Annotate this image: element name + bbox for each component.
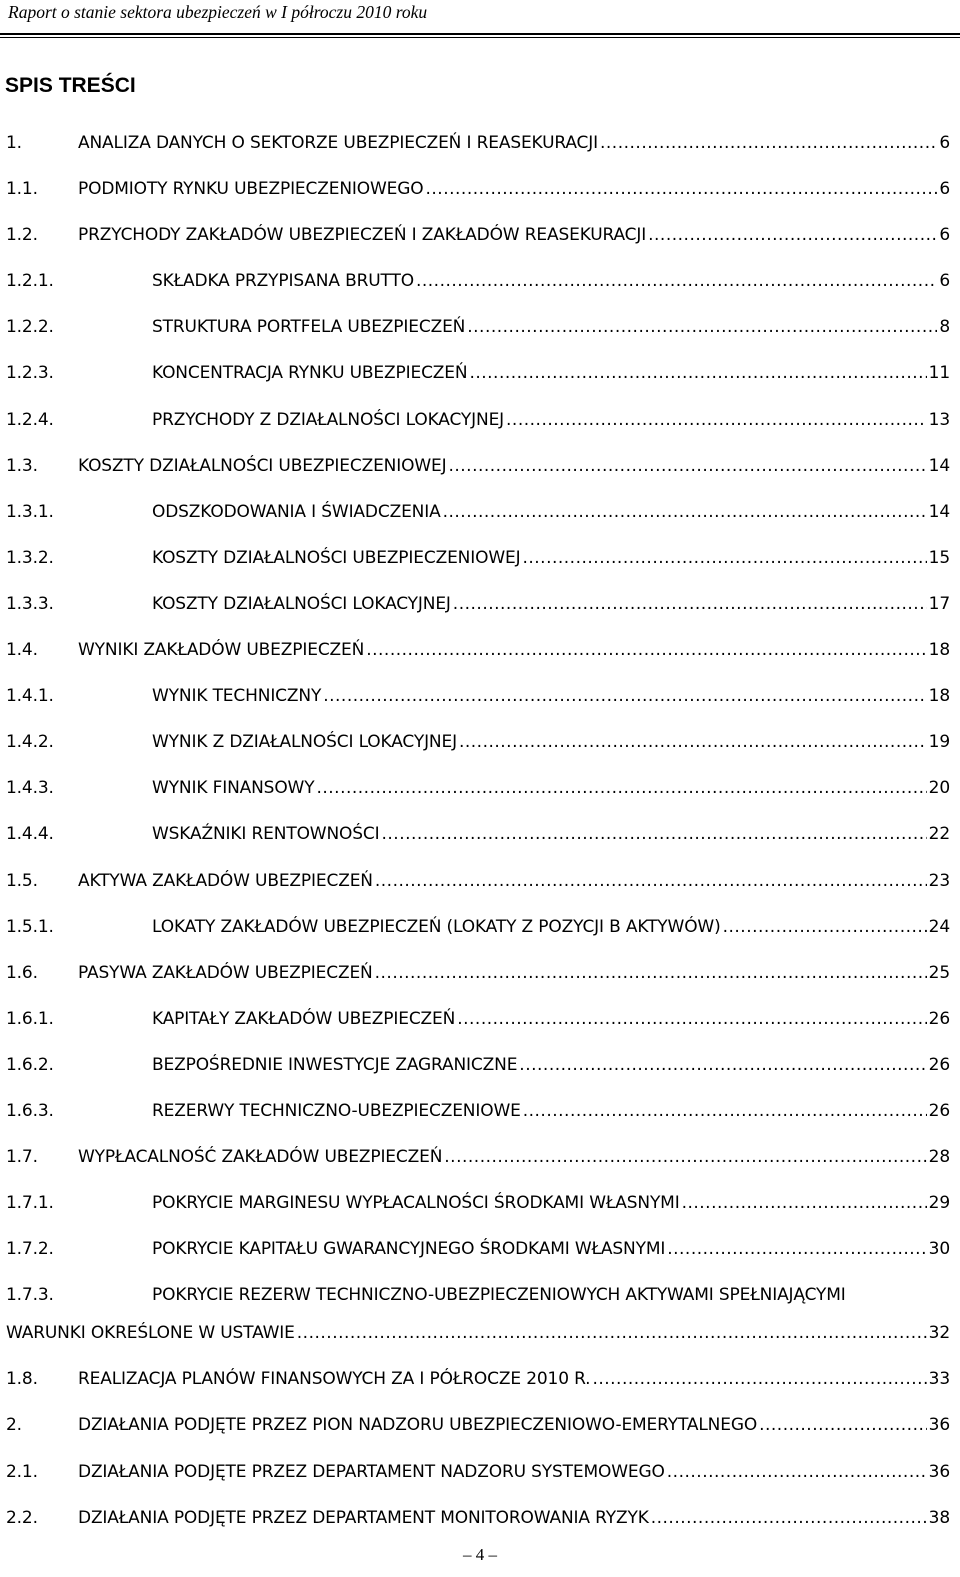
toc-page-number[interactable]: 38 bbox=[928, 1507, 950, 1528]
toc-dot-leader bbox=[297, 1310, 927, 1356]
toc-entry-number: 1.2. bbox=[6, 225, 38, 246]
header-rule-thick bbox=[0, 33, 960, 35]
toc-entry[interactable] bbox=[0, 1449, 960, 1495]
toc-entry[interactable] bbox=[0, 350, 960, 396]
toc-entry-text-wrap bbox=[78, 166, 950, 212]
toc-entry-text-wrap bbox=[78, 1356, 950, 1402]
toc-entry-title[interactable]: KOSZTY DZIAŁALNOŚCI UBEZPIECZENIOWEJ bbox=[152, 547, 521, 568]
toc-entry-row bbox=[0, 996, 950, 1042]
toc-dot-leader bbox=[651, 1495, 927, 1541]
toc-entry[interactable] bbox=[0, 535, 960, 581]
toc-dot-leader bbox=[467, 304, 937, 350]
toc-entry-title[interactable]: LOKATY ZAKŁADÓW UBEZPIECZEŃ (LOKATY Z POZYCJI B AKTYWÓW) bbox=[152, 916, 721, 937]
toc-entry-row bbox=[0, 1449, 950, 1495]
toc-entry-text-wrap bbox=[152, 996, 950, 1042]
toc-entry[interactable] bbox=[0, 1042, 960, 1088]
toc-entry-text-wrap bbox=[78, 858, 950, 904]
toc-entry[interactable] bbox=[0, 673, 960, 719]
toc-page-number[interactable]: 36 bbox=[928, 1461, 950, 1482]
report-title: Raport o stanie sektora ubezpieczeń w I półroczu 2010 roku bbox=[8, 2, 428, 22]
toc-page-number[interactable]: 18 bbox=[928, 640, 950, 661]
toc-entry[interactable] bbox=[0, 258, 960, 304]
toc-entry[interactable] bbox=[0, 811, 960, 857]
toc-entry-text-wrap bbox=[78, 627, 950, 673]
toc-page-number[interactable]: 11 bbox=[928, 363, 950, 384]
toc-entry-title[interactable]: AKTYWA ZAKŁADÓW UBEZPIECZEŃ bbox=[78, 870, 373, 891]
toc-entry-text-wrap bbox=[78, 443, 950, 489]
toc-entry-number: 1.4.1. bbox=[6, 686, 54, 707]
toc-dot-leader bbox=[648, 212, 937, 258]
toc-dot-leader bbox=[667, 1449, 927, 1495]
toc-entry-title[interactable]: SKŁADKA PRZYPISANA BRUTTO bbox=[152, 271, 414, 292]
toc-entry[interactable] bbox=[0, 1272, 960, 1356]
toc-page-number[interactable]: 6 bbox=[939, 271, 950, 292]
toc-entry-text-wrap bbox=[78, 1402, 950, 1448]
toc-page-number[interactable]: 14 bbox=[928, 455, 950, 476]
toc-entry-title[interactable]: WYNIK Z DZIAŁALNOŚCI LOKACYJNEJ bbox=[152, 732, 457, 753]
toc-entry-row bbox=[0, 673, 950, 719]
toc-entry-text-wrap bbox=[152, 1226, 950, 1272]
toc-page-number[interactable]: 14 bbox=[928, 501, 950, 522]
toc-entry-title[interactable]: PODMIOTY RYNKU UBEZPIECZENIOWEGO bbox=[78, 179, 424, 200]
toc-entry-number: 1.7.3. bbox=[6, 1285, 54, 1306]
toc-dot-leader bbox=[323, 673, 926, 719]
toc-entry-title[interactable]: PASYWA ZAKŁADÓW UBEZPIECZEŃ bbox=[78, 962, 373, 983]
toc-dot-leader bbox=[457, 996, 926, 1042]
toc-entry-number: 2.1. bbox=[6, 1461, 38, 1482]
toc-entry[interactable] bbox=[0, 950, 960, 996]
toc-entry-number: 1.6.3. bbox=[6, 1100, 54, 1121]
toc-entry[interactable] bbox=[0, 996, 960, 1042]
toc-entry-row bbox=[0, 120, 950, 166]
toc-page-number[interactable]: 26 bbox=[928, 1100, 950, 1121]
toc-entry-row bbox=[0, 1042, 950, 1088]
toc-dot-leader bbox=[444, 1134, 926, 1180]
toc-entry[interactable] bbox=[0, 120, 960, 166]
toc-dot-leader bbox=[459, 719, 927, 765]
toc-entry[interactable] bbox=[0, 166, 960, 212]
toc-entry[interactable] bbox=[0, 1356, 960, 1402]
toc-entry-row bbox=[0, 443, 950, 489]
toc-page-number[interactable]: 15 bbox=[928, 547, 950, 568]
toc-entry-title-continuation[interactable]: WARUNKI OKREŚLONE W USTAWIE bbox=[6, 1323, 295, 1344]
toc-page-number[interactable]: 25 bbox=[928, 962, 950, 983]
toc-page-number[interactable]: 33 bbox=[928, 1369, 950, 1390]
toc-page-number[interactable]: 23 bbox=[928, 870, 950, 891]
toc-entry-row bbox=[0, 627, 950, 673]
toc-entry-number: 1.2.4. bbox=[6, 409, 54, 430]
toc-entry-row bbox=[0, 304, 950, 350]
toc-entry-title[interactable]: STRUKTURA PORTFELA UBEZPIECZEŃ bbox=[152, 317, 466, 338]
toc-page-number[interactable]: 17 bbox=[928, 593, 950, 614]
toc-dot-leader bbox=[592, 1356, 926, 1402]
toc-entry-row bbox=[0, 535, 950, 581]
toc-page-number[interactable]: 26 bbox=[928, 1054, 950, 1075]
toc-entry-row bbox=[0, 811, 950, 857]
toc-entry-title[interactable]: DZIAŁANIA PODJĘTE PRZEZ DEPARTAMENT NADZORU SYSTEMOWEGO bbox=[78, 1461, 665, 1482]
toc-page-number[interactable]: 6 bbox=[939, 133, 950, 153]
toc-dot-leader bbox=[453, 581, 927, 627]
toc-entry[interactable] bbox=[0, 765, 960, 811]
toc-dot-leader bbox=[375, 858, 927, 904]
toc-entry-text-wrap bbox=[152, 1088, 950, 1134]
toc-entry[interactable] bbox=[0, 1134, 960, 1180]
toc-entry-text-wrap bbox=[152, 350, 950, 396]
toc-page-number[interactable]: 22 bbox=[928, 824, 950, 845]
toc-entry-text-wrap bbox=[78, 1449, 950, 1495]
toc-entry-number: 1.5.1. bbox=[6, 916, 54, 937]
toc-page-number[interactable]: 20 bbox=[928, 778, 950, 799]
toc-page-number[interactable]: 24 bbox=[928, 916, 950, 937]
toc-entry-title[interactable]: WYPŁACALNOŚĆ ZAKŁADÓW UBEZPIECZEŃ bbox=[78, 1147, 443, 1168]
toc-entry-title[interactable]: KAPITAŁY ZAKŁADÓW UBEZPIECZEŃ bbox=[152, 1008, 456, 1029]
toc-entry-text-wrap bbox=[152, 765, 950, 811]
toc-entry-text-wrap bbox=[78, 950, 950, 996]
toc-page-number[interactable]: 28 bbox=[928, 1147, 950, 1168]
toc-entry-number: 1.2.2. bbox=[6, 317, 54, 338]
toc-entry-title[interactable]: DZIAŁANIA PODJĘTE PRZEZ PION NADZORU UBEZPIECZENIOWO-EMERYTALNEGO bbox=[78, 1415, 758, 1436]
toc-entry-title[interactable]: WYNIK TECHNICZNY bbox=[152, 686, 322, 707]
toc-entry-number: 1.4.3. bbox=[6, 778, 54, 799]
toc-entry-number: 1.3.3. bbox=[6, 593, 54, 614]
toc-entry-text-wrap bbox=[152, 719, 950, 765]
toc-entry-text-wrap bbox=[152, 904, 950, 950]
toc-entry-text-wrap bbox=[78, 120, 950, 166]
toc-entry[interactable] bbox=[0, 304, 960, 350]
toc-entry-row bbox=[0, 258, 950, 304]
toc-entry-text-wrap bbox=[152, 811, 950, 857]
toc-entry-number: 1.6.1. bbox=[6, 1008, 54, 1029]
toc-entry-title[interactable]: POKRYCIE KAPITAŁU GWARANCYJNEGO ŚRODKAMI WŁASNYMI bbox=[152, 1239, 666, 1260]
toc-page-number[interactable]: 19 bbox=[928, 732, 950, 753]
toc-entry-number: 1.7.2. bbox=[6, 1239, 54, 1260]
toc-entry[interactable] bbox=[0, 443, 960, 489]
toc-entry[interactable] bbox=[0, 904, 960, 950]
toc-entry-number: 1.2.3. bbox=[6, 363, 54, 384]
toc-entry-title[interactable]: KOSZTY DZIAŁALNOŚCI UBEZPIECZENIOWEJ bbox=[78, 455, 447, 476]
toc-entry-text-wrap bbox=[6, 1310, 950, 1356]
toc-dot-leader bbox=[600, 120, 937, 166]
toc-entry-text-wrap bbox=[152, 489, 950, 535]
toc-entry-title[interactable]: PRZYCHODY Z DZIAŁALNOŚCI LOKACYJNEJ bbox=[152, 409, 505, 430]
toc-entry-title[interactable]: POKRYCIE MARGINESU WYPŁACALNOŚCI ŚRODKAMI WŁASNYMI bbox=[152, 1193, 680, 1214]
toc-entry[interactable] bbox=[0, 581, 960, 627]
toc-entry-row bbox=[0, 212, 950, 258]
toc-entry-text-wrap bbox=[152, 397, 950, 443]
toc-entry-text-wrap bbox=[152, 258, 950, 304]
toc-entry-title[interactable]: REALIZACJA PLANÓW FINANSOWYCH ZA I PÓŁROCZE 2010 R. bbox=[78, 1369, 591, 1390]
toc-entry-number: 1.4.2. bbox=[6, 732, 54, 753]
toc-entry-title[interactable]: WYNIK FINANSOWY bbox=[152, 778, 315, 799]
toc-entry-row bbox=[0, 765, 950, 811]
toc-entry-number: 1.5. bbox=[6, 870, 38, 891]
toc-entry-title[interactable]: BEZPOŚREDNIE INWESTYCJE ZAGRANICZNE bbox=[152, 1054, 518, 1075]
toc-page-number[interactable]: 30 bbox=[928, 1239, 950, 1260]
toc-entry-number: 2. bbox=[6, 1415, 22, 1436]
toc-dot-leader bbox=[667, 1226, 926, 1272]
toc-entry-title[interactable]: REZERWY TECHNICZNO-UBEZPIECZENIOWE bbox=[152, 1100, 521, 1121]
toc-entry-row bbox=[0, 719, 950, 765]
toc-dot-leader bbox=[416, 258, 937, 304]
toc-entry[interactable] bbox=[0, 1402, 960, 1448]
toc-page-number[interactable]: 36 bbox=[928, 1415, 950, 1436]
toc-entry-title[interactable]: PRZYCHODY ZAKŁADÓW UBEZPIECZEŃ I ZAKŁADÓW REASEKURACJI bbox=[78, 225, 647, 246]
toc-entry-title[interactable]: POKRYCIE REZERW TECHNICZNO-UBEZPIECZENIOWYCH AKTYWAMI SPEŁNIAJĄCYMI bbox=[152, 1285, 846, 1306]
toc-entry-title[interactable]: WYNIKI ZAKŁADÓW UBEZPIECZEŃ bbox=[78, 640, 365, 661]
toc-dot-leader bbox=[469, 350, 926, 396]
header-rule-thin bbox=[0, 37, 960, 38]
toc-entry-row bbox=[0, 858, 950, 904]
toc-entry-text-wrap bbox=[78, 212, 950, 258]
toc-dot-leader bbox=[522, 535, 926, 581]
toc-dot-leader bbox=[382, 811, 927, 857]
toc-entry-number: 2.2. bbox=[6, 1507, 38, 1528]
toc-entry-text-wrap bbox=[152, 673, 950, 719]
toc-entry-title[interactable]: ODSZKODOWANIA I ŚWIADCZENIA bbox=[152, 501, 441, 522]
toc-entry[interactable] bbox=[0, 1495, 960, 1541]
toc-page-number[interactable]: 26 bbox=[928, 1008, 950, 1029]
toc-entry[interactable] bbox=[0, 489, 960, 535]
toc-page-number[interactable]: 29 bbox=[928, 1193, 950, 1214]
toc-entry-row bbox=[0, 489, 950, 535]
toc-entry-text-wrap bbox=[152, 1042, 950, 1088]
toc-entry-title[interactable]: DZIAŁANIA PODJĘTE PRZEZ DEPARTAMENT MONITOROWANIA RYZYK bbox=[78, 1507, 649, 1528]
toc-dot-leader bbox=[759, 1402, 927, 1448]
toc-entry-number: 1. bbox=[6, 133, 22, 153]
toc-page-number[interactable]: 18 bbox=[928, 686, 950, 707]
toc-entry-number: 1.2.1. bbox=[6, 271, 54, 292]
toc-entry-title[interactable]: KONCENTRACJA RYNKU UBEZPIECZEŃ bbox=[152, 363, 468, 384]
toc-page-number[interactable]: 6 bbox=[939, 179, 950, 200]
toc-entry[interactable] bbox=[0, 858, 960, 904]
toc-entry-row bbox=[0, 581, 950, 627]
toc-entry-number: 1.7. bbox=[6, 1147, 38, 1168]
toc-entry-title[interactable]: WSKAŹNIKI RENTOWNOŚCI bbox=[152, 824, 380, 845]
toc-dot-leader bbox=[519, 1042, 926, 1088]
toc-dot-leader bbox=[523, 1088, 927, 1134]
toc-page-number[interactable]: 8 bbox=[939, 317, 950, 338]
toc-dot-leader bbox=[506, 397, 927, 443]
toc-dot-leader bbox=[723, 904, 927, 950]
toc-entry-row bbox=[0, 166, 950, 212]
toc-dot-leader bbox=[448, 443, 926, 489]
toc-entry-title[interactable]: ANALIZA DANYCH O SEKTORZE UBEZPIECZEŃ I REASEKURACJI bbox=[78, 133, 598, 153]
toc-entry[interactable] bbox=[0, 1180, 960, 1226]
toc-page-number[interactable]: 13 bbox=[928, 409, 950, 430]
toc-page-number[interactable]: 6 bbox=[939, 225, 950, 246]
toc-entry-row bbox=[0, 1088, 950, 1134]
toc-entry-row bbox=[0, 1495, 950, 1541]
toc-dot-leader bbox=[375, 950, 927, 996]
toc-entry-number: 1.7.1. bbox=[6, 1193, 54, 1214]
toc-entry-number: 1.6.2. bbox=[6, 1054, 54, 1075]
toc-entry-number: 1.4.4. bbox=[6, 824, 54, 845]
toc-entry-row bbox=[0, 904, 950, 950]
toc-entry-text-wrap bbox=[152, 304, 950, 350]
toc-entry[interactable] bbox=[0, 1226, 960, 1272]
toc-dot-leader bbox=[316, 765, 926, 811]
toc-dot-leader bbox=[426, 166, 938, 212]
toc-entry-row bbox=[0, 397, 950, 443]
toc-entry-text-wrap bbox=[152, 1180, 950, 1226]
toc-page-number[interactable]: 32 bbox=[928, 1323, 950, 1344]
toc-entry-text-wrap bbox=[152, 535, 950, 581]
toc-entry-row bbox=[0, 350, 950, 396]
toc-entry-row bbox=[0, 1226, 950, 1272]
page-header bbox=[0, 0, 960, 40]
toc-entry-text-wrap bbox=[78, 1134, 950, 1180]
toc-dot-leader bbox=[366, 627, 926, 673]
toc-entry-number: 1.6. bbox=[6, 962, 38, 983]
toc-entry-text-wrap bbox=[78, 1495, 950, 1541]
toc-entry-row bbox=[0, 1402, 950, 1448]
toc-entry-row bbox=[0, 950, 950, 996]
toc-entry[interactable] bbox=[0, 212, 960, 258]
toc-entry[interactable] bbox=[0, 627, 960, 673]
toc-dot-leader bbox=[443, 489, 927, 535]
toc-entry-row bbox=[0, 1180, 950, 1226]
toc-entry-number: 1.3.1. bbox=[6, 501, 54, 522]
page-number: – 4 – bbox=[463, 1545, 497, 1564]
toc-entry[interactable] bbox=[0, 397, 960, 443]
toc-entry-title[interactable]: KOSZTY DZIAŁALNOŚCI LOKACYJNEJ bbox=[152, 593, 451, 614]
toc-entry-continuation-row bbox=[0, 1310, 950, 1356]
toc-heading: SPIS TREŚCI bbox=[5, 74, 136, 97]
toc-entry[interactable] bbox=[0, 719, 960, 765]
toc-dot-leader bbox=[682, 1180, 927, 1226]
toc-entry-number: 1.8. bbox=[6, 1369, 38, 1390]
toc-entry-text-wrap bbox=[152, 581, 950, 627]
toc-entry-number: 1.1. bbox=[6, 179, 38, 200]
toc-entry-number: 1.4. bbox=[6, 640, 38, 661]
toc-entry-row bbox=[0, 1134, 950, 1180]
toc-entry-number: 1.3. bbox=[6, 455, 38, 476]
table-of-contents bbox=[0, 120, 960, 1541]
toc-entry-row bbox=[0, 1356, 950, 1402]
toc-entry-number: 1.3.2. bbox=[6, 547, 54, 568]
toc-entry[interactable] bbox=[0, 1088, 960, 1134]
